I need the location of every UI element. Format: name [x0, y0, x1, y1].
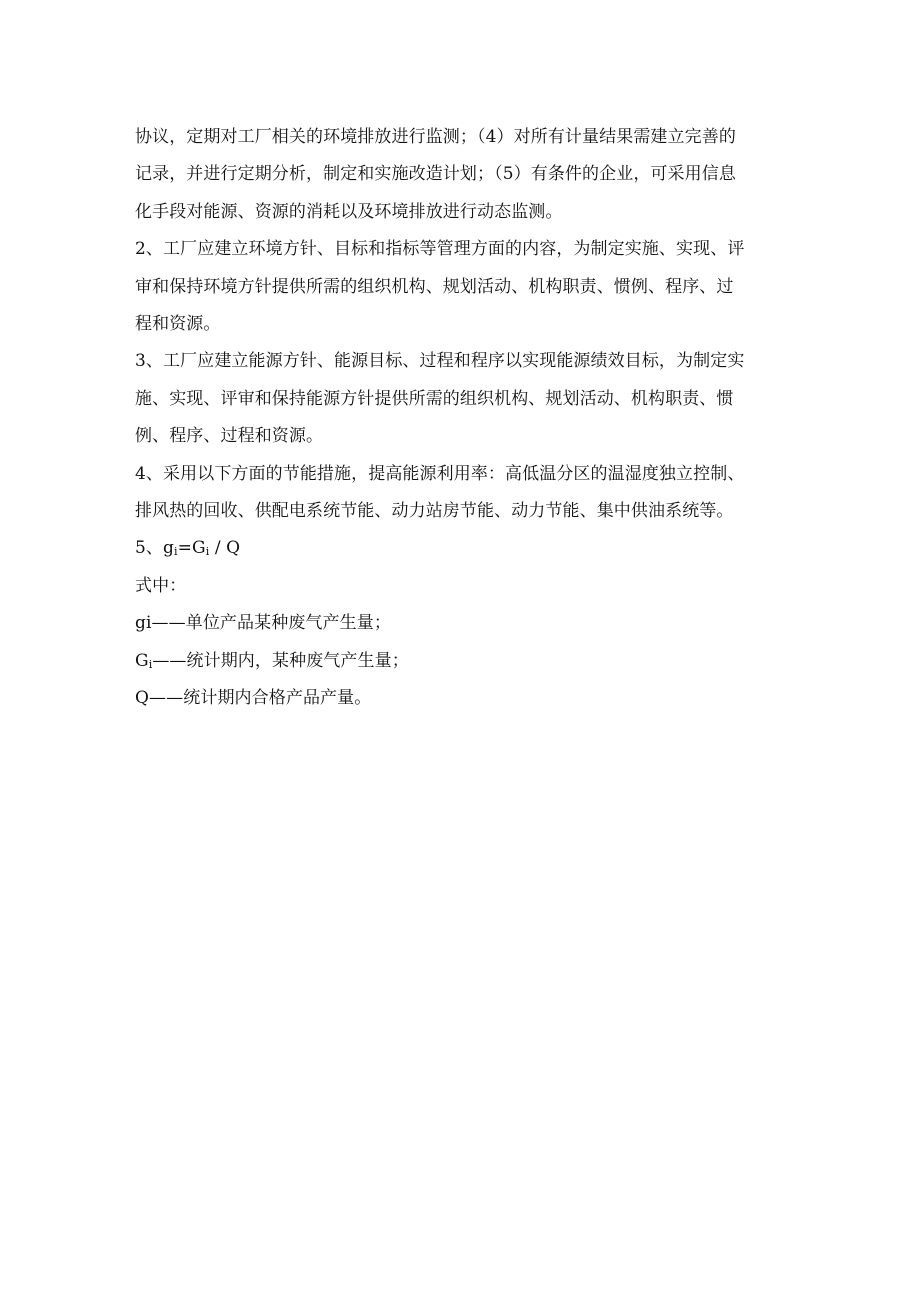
- text-line: 施、实现、评审和保持能源方针提供所需的组织机构、规划活动、机构职责、惯: [135, 388, 734, 409]
- text-line: 2、工厂应建立环境方针、目标和指标等管理方面的内容，为制定实施、实现、评: [135, 239, 745, 260]
- definition-subscript: i: [148, 657, 153, 671]
- definition-Gi: [135, 643, 795, 680]
- definition-symbol: gi: [135, 613, 152, 634]
- paragraph-item-4: [135, 456, 795, 531]
- formula-rhs-subscript: i: [205, 545, 210, 559]
- formula-rhs-symbol: G: [192, 538, 206, 559]
- formula-item-5: [135, 530, 795, 567]
- paragraph-item-2: [135, 231, 795, 343]
- definition-symbol: G: [135, 650, 149, 671]
- where-label: 式中：: [135, 575, 187, 596]
- text-line: 化手段对能源、资源的消耗以及环境排放进行动态监测。: [135, 201, 563, 222]
- text-line: 排风热的回收、供配电系统节能、动力站房节能、动力节能、集中供油系统等。: [135, 501, 734, 522]
- definition-text: ——统计期内，某种废气产生量；: [152, 650, 409, 671]
- text-line: 程和资源。: [135, 314, 221, 335]
- formula-prefix: 5、: [135, 538, 164, 559]
- paragraph-item-3: [135, 343, 795, 455]
- text-line: 4、采用以下方面的节能措施，提高能源利用率：高低温分区的温湿度独立控制、: [135, 463, 745, 484]
- paragraph-monitoring-continuation: [135, 119, 795, 231]
- definition-text: ——单位产品某种废气产生量；: [151, 613, 391, 634]
- definition-symbol: Q: [135, 688, 150, 709]
- definition-gi: [135, 605, 795, 642]
- text-line: 审和保持环境方针提供所需的组织机构、规划活动、机构职责、惯例、程序、过: [135, 276, 734, 297]
- formula-denominator: Q: [226, 538, 241, 559]
- text-line: 协议，定期对工厂相关的环境排放进行监测；（4）对所有计量结果需建立完善的: [135, 127, 736, 147]
- formula-operator: /: [209, 538, 227, 559]
- formula-lhs-symbol: g: [163, 538, 175, 559]
- document-body: [135, 119, 795, 718]
- text-line: 记录，并进行定期分析，制定和实施改造计划；（5）有条件的企业，可采用信息: [135, 164, 736, 185]
- definition-Q: [135, 680, 795, 717]
- text-line: 3、工厂应建立能源方针、能源目标、过程和程序以实现能源绩效目标，为制定实: [135, 351, 745, 372]
- definition-text: ——统计期内合格产品产量。: [149, 688, 372, 709]
- formula-equals: =: [177, 538, 192, 559]
- text-line: 例、程序、过程和资源。: [135, 426, 324, 447]
- formula-lhs-subscript: i: [174, 545, 178, 559]
